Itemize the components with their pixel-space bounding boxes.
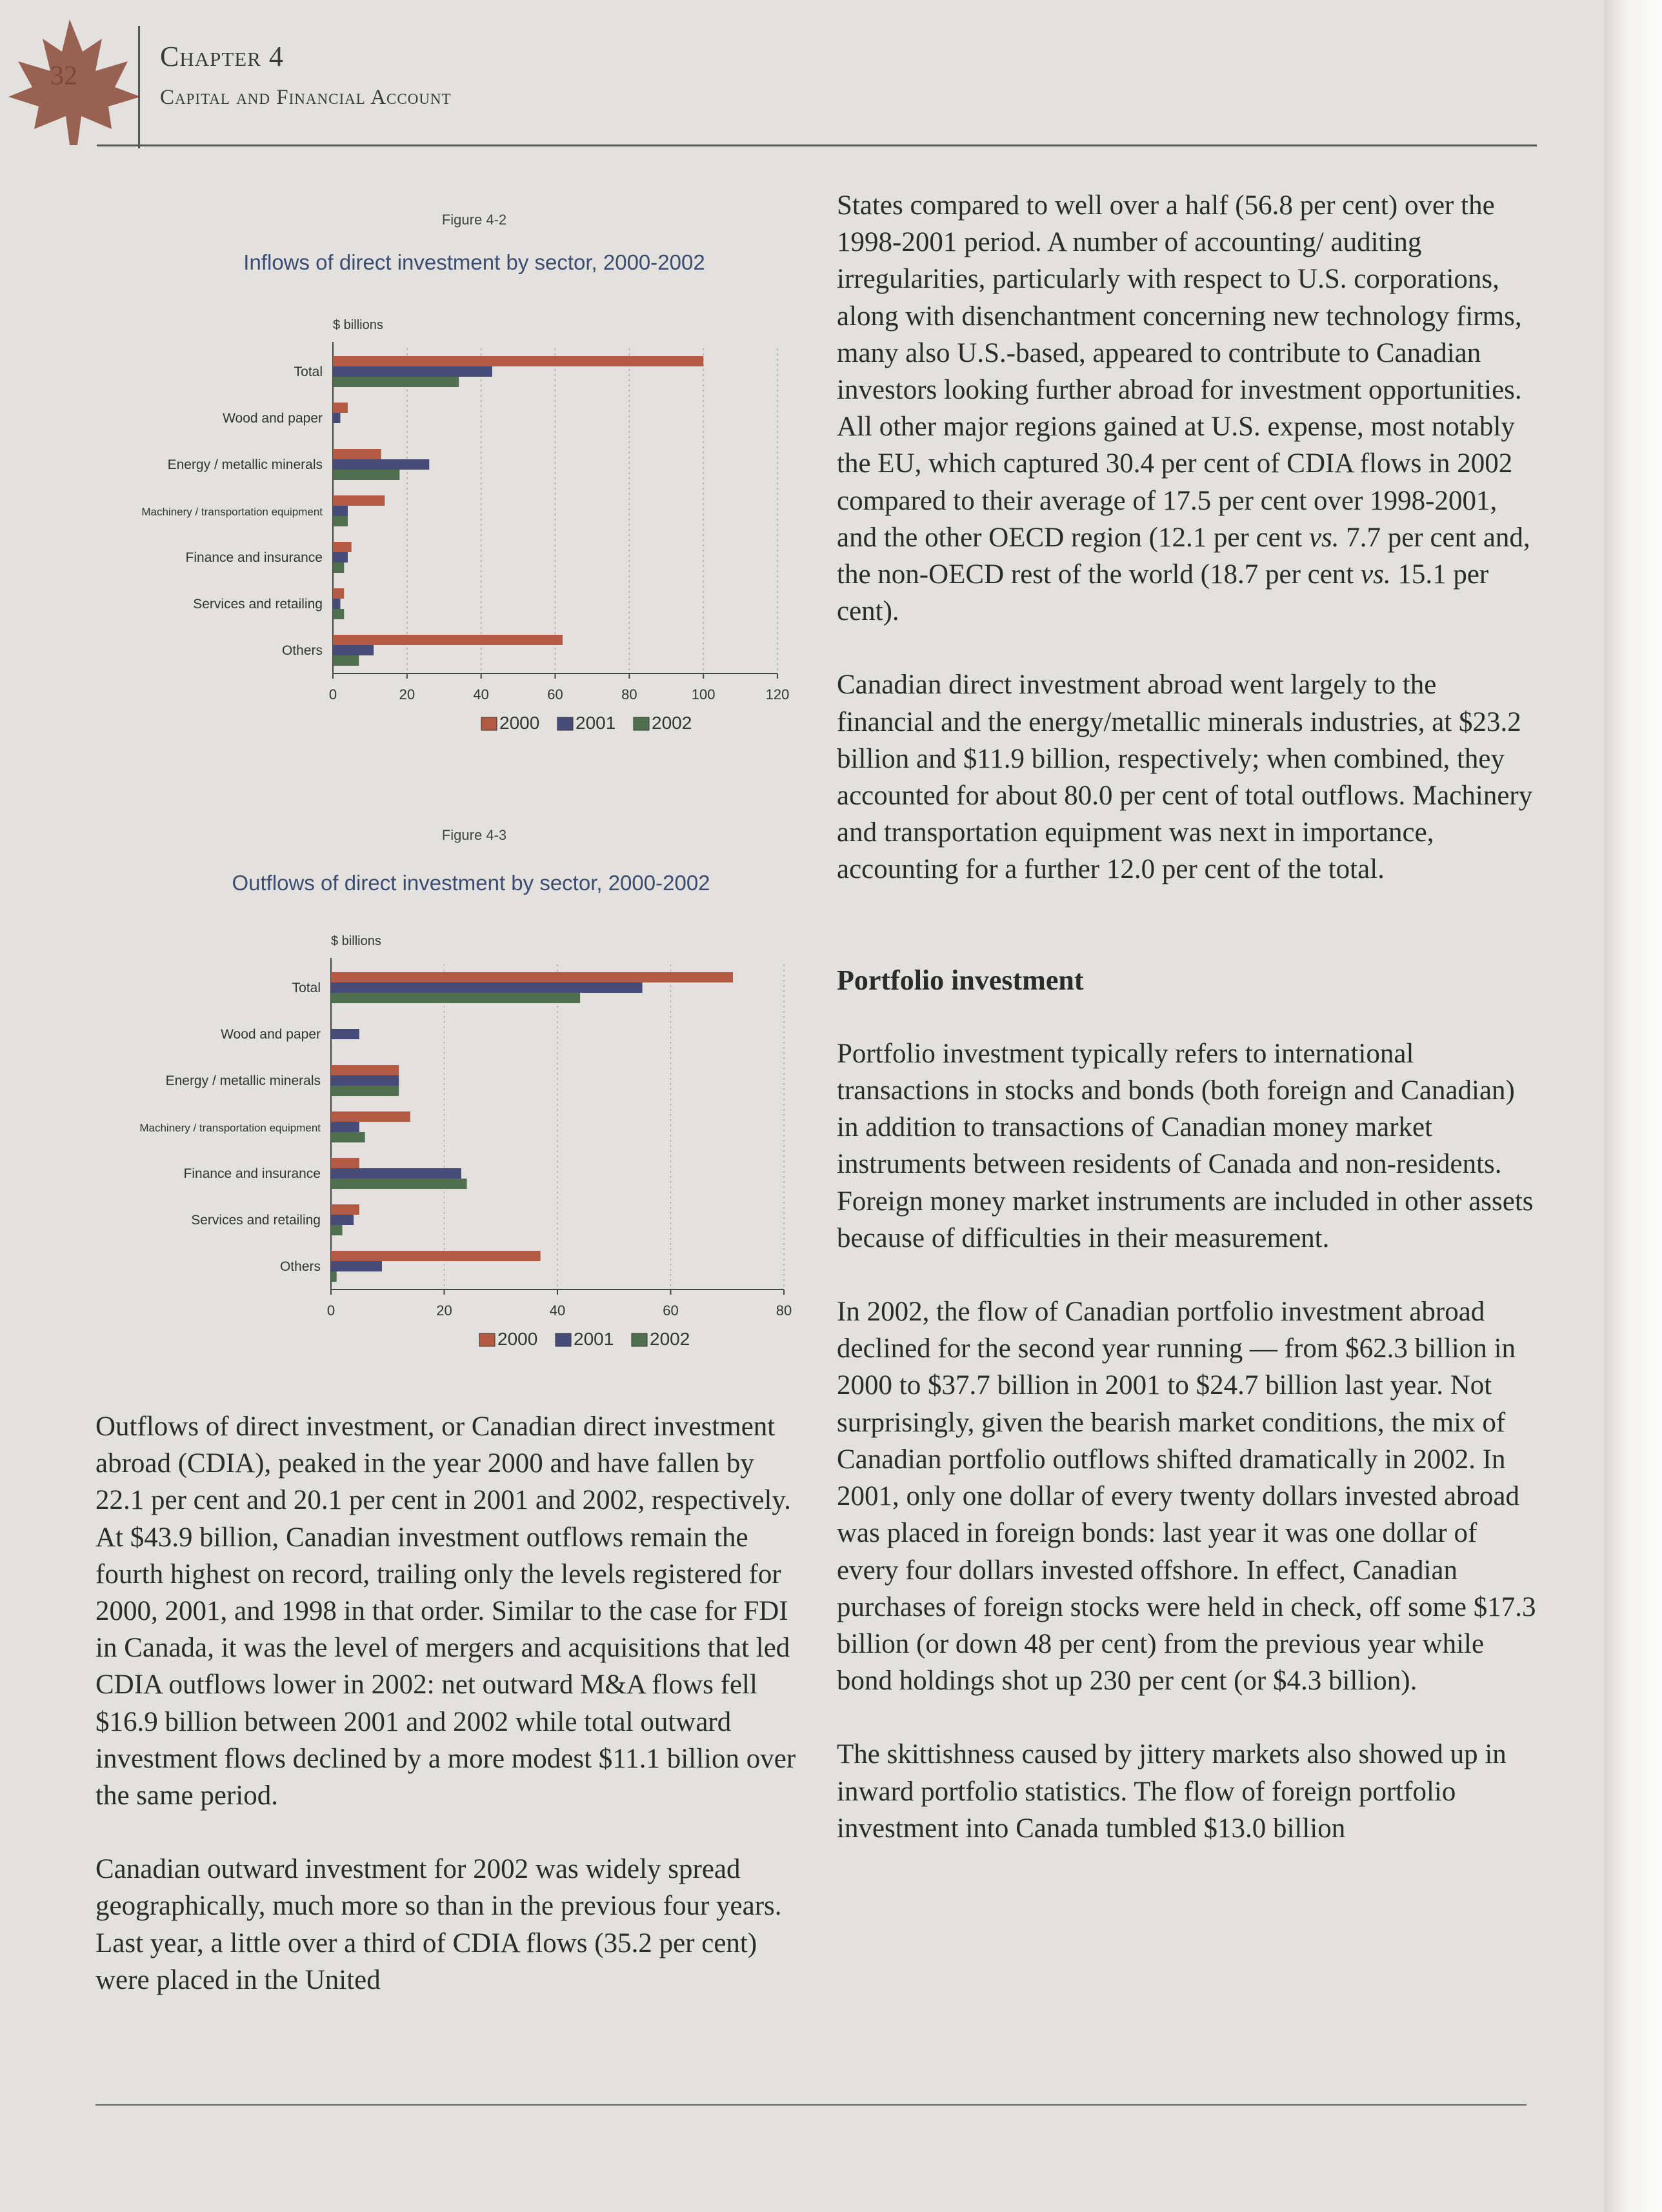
left-column <box>95 1408 799 1998</box>
bar-2001 <box>331 1261 382 1271</box>
x-tick-label: 40 <box>549 1302 566 1319</box>
right-column <box>837 187 1540 1847</box>
text-run: States compared to well over a half (56.8 per cent) over the 1998-2001 period. A number of accounting/ auditing irregularities, particularly with respect to U.S. corporations, along with disenchantment concerning new technology firms, many also U.S.-based, appeared to contribute to Canadian investors looking further abroad for investment opportunities. All other major regions gained at U.S. expense, most notably the EU, which captured 30.4 per cent of CDIA flows in 2002 compared to their average of 17.5 per cent over 1998-2001, and the other OECD region (12.1 per cent <box>837 190 1522 553</box>
bar-2002 <box>331 1086 399 1096</box>
bar-2000 <box>333 356 703 366</box>
bar-2001 <box>331 1168 461 1179</box>
legend-label: 2002 <box>650 1329 690 1349</box>
paragraph: In 2002, the flow of Canadian portfolio investment abroad declined for the second year running — from $62.3 billion in 2000 to $37.7 billion in 2001 to $24.7 billion last year. Not surprisingly, given the bearish market conditions, the mix of Canadian portfolio outflows shifted dramatically in 2002. In 2001, only one dollar of every twenty dollars invested abroad was placed in foreign bonds: last year it was one dollar of every four dollars invested offshore. In effect, Canadian purchases of foreign stocks were held in check, off some $17.3 billion (or down 48 per cent) from the previous year while bond holdings shot up 230 per cent (or $4.3 billion). <box>837 1297 1536 1697</box>
paragraph <box>837 187 1540 630</box>
x-tick-label: 80 <box>776 1302 792 1319</box>
bar-2000 <box>333 495 385 506</box>
bar-2002 <box>331 993 580 1003</box>
legend-label: 2001 <box>574 1329 614 1349</box>
bar-2000 <box>331 972 733 982</box>
bar-2002 <box>333 655 359 666</box>
bar-2000 <box>333 542 352 552</box>
bar-2002 <box>333 377 459 387</box>
figure-number: Figure 4-3 <box>441 827 507 843</box>
x-tick-label: 0 <box>326 1302 335 1319</box>
category-label: Energy / metallic minerals <box>167 457 323 472</box>
category-label: Total <box>294 364 323 379</box>
category-label: Services and retailing <box>193 597 323 612</box>
legend-label: 2001 <box>576 713 616 733</box>
bar-2002 <box>333 563 344 573</box>
x-tick-label: 40 <box>473 686 489 702</box>
category-label: Machinery / transportation equipment <box>141 506 323 518</box>
legend-label: 2000 <box>497 1329 538 1349</box>
legend-label: 2002 <box>652 713 692 733</box>
text-run: 15.1 per cent). <box>837 559 1489 627</box>
legend-swatch-2000 <box>479 1333 495 1346</box>
bar-2002 <box>331 1271 337 1282</box>
category-label: Services and retailing <box>191 1213 321 1228</box>
header-divider <box>138 26 140 148</box>
bar-2001 <box>331 982 643 993</box>
category-label: Machinery / transportation equipment <box>139 1122 321 1134</box>
bar-2001 <box>331 1122 359 1132</box>
section-heading: Portfolio investment <box>837 964 1084 996</box>
bar-2001 <box>331 1215 354 1225</box>
inflows-chart <box>84 284 813 761</box>
x-tick-label: 0 <box>328 686 337 702</box>
bar-2002 <box>333 609 344 619</box>
x-tick-label: 120 <box>765 686 790 702</box>
bar-2002 <box>333 516 348 526</box>
x-tick-label: 80 <box>621 686 637 702</box>
bar-2000 <box>333 588 344 599</box>
section-title: Capital and Financial Account <box>160 86 452 109</box>
bar-2000 <box>333 403 348 413</box>
category-label: Others <box>281 643 323 658</box>
bar-2001 <box>333 552 348 563</box>
bar-2002 <box>331 1179 467 1189</box>
page-edge <box>1604 0 1662 2212</box>
x-tick-label: 20 <box>399 686 416 702</box>
x-tick-label: 100 <box>691 686 716 702</box>
bar-2000 <box>333 635 563 645</box>
bar-2001 <box>333 599 340 609</box>
bar-2002 <box>331 1225 343 1235</box>
bar-2000 <box>331 1251 541 1261</box>
bar-2000 <box>333 449 381 459</box>
figure-number: Figure 4-2 <box>441 212 507 228</box>
bar-2000 <box>331 1065 399 1075</box>
category-label: Wood and paper <box>223 411 323 426</box>
legend-swatch-2001 <box>557 717 573 730</box>
category-label: Finance and insurance <box>183 1166 321 1181</box>
bar-2001 <box>331 1075 399 1086</box>
bar-2001 <box>333 506 348 516</box>
category-label: Energy / metallic minerals <box>165 1073 321 1088</box>
axis-unit-label: $ billions <box>331 934 381 948</box>
figure-title: Outflows of direct investment by sector, 2000-2002 <box>232 871 710 895</box>
legend-swatch-2001 <box>556 1333 571 1346</box>
paragraph: The skittishness caused by jittery markets also showed up in inward portfolio statistics. The flow of foreign portfolio investment into Canada tumbled $13.0 billion <box>837 1739 1507 1844</box>
paragraph: Canadian outward investment for 2002 was widely spread geographically, much more so than in the previous four years. Last year, a little over a third of CDIA flows (35.2 per cent) were placed in the United <box>95 1854 782 1995</box>
x-tick-label: 20 <box>436 1302 452 1319</box>
outflows-chart <box>84 903 813 1384</box>
bar-2002 <box>331 1132 365 1142</box>
category-label: Total <box>292 981 321 995</box>
bar-2001 <box>333 366 492 377</box>
bar-2001 <box>333 459 429 470</box>
legend-swatch-2002 <box>632 1333 647 1346</box>
page-number: 32 <box>50 61 77 91</box>
category-label: Wood and paper <box>221 1027 321 1042</box>
figure-title: Inflows of direct investment by sector, 2000-2002 <box>243 250 705 274</box>
text-run: 7.7 per cent and, the non-OECD rest of the world (18.7 per cent <box>837 522 1530 590</box>
text-run-italic: vs. <box>1308 522 1339 553</box>
axis-unit-label: $ billions <box>333 318 383 332</box>
chapter-title: Chapter 4 <box>160 41 284 72</box>
bar-2001 <box>333 413 340 423</box>
header-rule <box>97 144 1537 146</box>
bar-2000 <box>331 1158 359 1168</box>
category-label: Finance and insurance <box>185 550 323 565</box>
legend-swatch-2002 <box>634 717 649 730</box>
bar-2001 <box>331 1029 359 1039</box>
legend-swatch-2000 <box>481 717 497 730</box>
bar-2001 <box>333 645 374 655</box>
footer-rule <box>95 2104 1527 2106</box>
bar-2000 <box>331 1111 410 1122</box>
bar-2002 <box>333 470 399 480</box>
x-tick-label: 60 <box>547 686 563 702</box>
category-label: Others <box>279 1259 321 1274</box>
bar-2000 <box>331 1204 359 1215</box>
paragraph: Outflows of direct investment, or Canadian direct investment abroad (CDIA), peaked in the year 2000 and have fallen by 22.1 per cent and 20.1 per cent in 2001 and 2002, respectively. At $43.9 billion, Canadian investment outflows remain the fourth highest on record, trailing only the levels registered for 2000, 2001, and 1998 in that order. Similar to the case for FDI in Canada, it was the level of mergers and acquisitions that led CDIA outflows lower in 2002: net outward M&A flows fell $16.9 billion between 2001 and 2002 while total outward investment flows declined by a more modest $11.1 billion over the same period. <box>95 1411 796 1811</box>
legend-label: 2000 <box>499 713 540 733</box>
x-tick-label: 60 <box>663 1302 679 1319</box>
paragraph: Canadian direct investment abroad went largely to the financial and the energy/metallic minerals industries, at $23.2 billion and $11.9 billion, respectively; when combined, they accounted for about 80.0 per cent of total outflows. Machinery and transportation equipment was next in importance, accounting for a further 12.0 per cent of the total. <box>837 670 1533 885</box>
paragraph: Portfolio investment typically refers to international transactions in stocks and bonds (both foreign and Canadian) in addition to transactions of Canadian money market instruments between residents of Canada and non-residents. Foreign money market instruments are included in other assets because of difficulties in their measurement. <box>837 1038 1534 1253</box>
text-run-italic: vs. <box>1361 559 1391 590</box>
